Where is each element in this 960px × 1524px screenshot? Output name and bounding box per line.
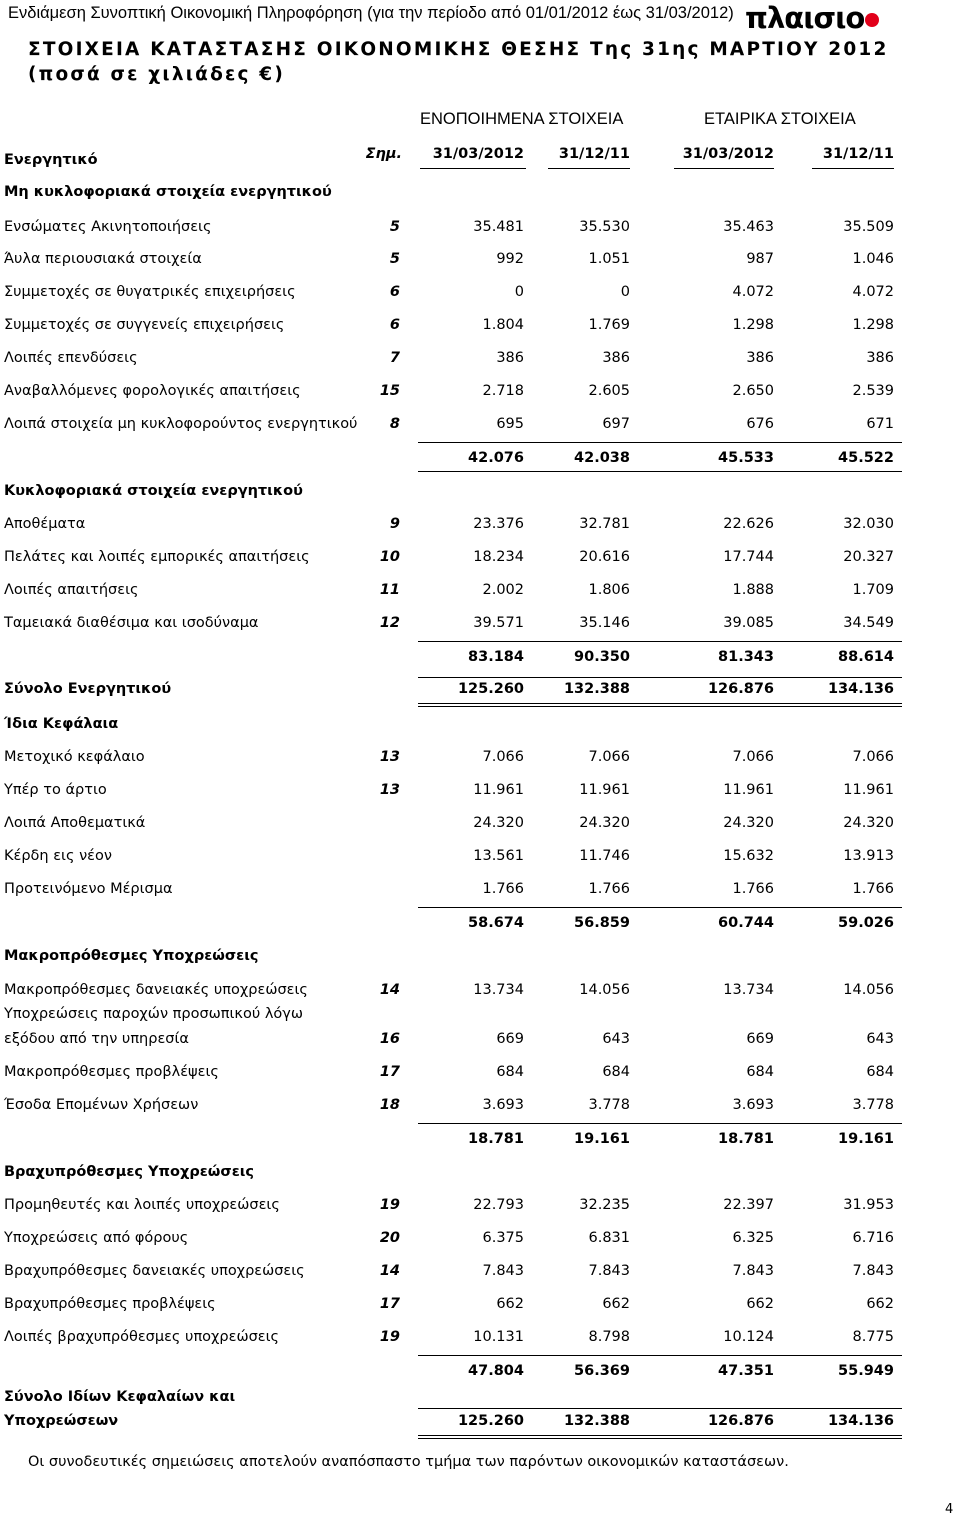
row-label: Προτεινόμενο Μέρισμα [4,881,173,897]
row-label: Συμμετοχές σε θυγατρικές επιχειρήσεις [4,284,296,300]
table-row [0,582,960,608]
note-column-header: Σημ. [365,146,402,162]
table-row [0,615,960,641]
cell: 1.766 [482,881,524,897]
row-label: Ταμειακά διαθέσιμα και ισοδύναμα [4,615,259,631]
table-row [0,881,960,907]
table-row [0,815,960,841]
cell: 386 [602,350,630,366]
cell: 697 [602,416,630,432]
cell: 56.369 [574,1363,630,1379]
cell: 7.066 [732,749,774,765]
cell: 669 [746,1031,774,1047]
row-label: Μακροπρόθεσμες προβλέψεις [4,1064,219,1080]
row-label: Λοιπά Αποθεματικά [4,815,146,831]
row-label: Πελάτες και λοιπές εμπορικές απαιτήσεις [4,549,310,565]
row-note: 6 [389,284,400,300]
row-label: Μακροπρόθεσμες δανειακές υποχρεώσεις [4,982,308,998]
cell: 8.775 [852,1329,894,1345]
cell: 1.298 [852,317,894,333]
cell: 386 [866,350,894,366]
row-note: 9 [389,516,400,532]
cell: 19.161 [838,1131,894,1147]
cell: 32.235 [579,1197,630,1213]
subtotal-line [418,471,902,472]
cell: 684 [496,1064,524,1080]
table-row [0,219,960,245]
cell: 32.030 [843,516,894,532]
cell: 13.734 [473,982,524,998]
cell: 23.376 [473,516,524,532]
table-row [0,749,960,775]
table-row-label-continued [0,1006,960,1032]
subtotal-line [418,1355,902,1356]
group-company-header: ΕΤΑΙΡΙΚΑ ΣΤΟΙΧΕΙΑ [704,110,856,128]
row-label: Ενσώματες Ακινητοποιήσεις [4,219,212,235]
row-label: Άυλα περιουσιακά στοιχεία [4,251,202,267]
section-equity: Ίδια Κεφάλαια [4,716,119,732]
cell: 662 [746,1296,774,1312]
row-label: Συμμετοχές σε συγγενείς επιχειρήσεις [4,317,285,333]
subtotal-line [418,907,902,908]
cell: 4.072 [852,284,894,300]
row-note: 12 [379,615,400,631]
cell: 987 [746,251,774,267]
logo-text: πλαισιο [745,1,865,35]
cell: 126.876 [707,681,774,697]
row-note: 20 [379,1230,400,1246]
underline [420,168,526,169]
table-row [0,516,960,542]
cell: 24.320 [723,815,774,831]
page-subtitle: (ποσά σε χιλιάδες €) [28,64,286,85]
table-row [0,416,960,442]
cell: 386 [496,350,524,366]
cell: 24.320 [473,815,524,831]
cell: 132.388 [563,681,630,697]
section-heading [0,184,960,210]
cell: 55.949 [838,1363,894,1379]
cell: 22.793 [473,1197,524,1213]
underline [548,168,630,169]
cell: 24.320 [579,815,630,831]
subtotal-row [0,1363,960,1389]
cell: 18.781 [468,1131,524,1147]
col-header-1: 31/03/2012 [432,146,524,162]
section-heading [0,1164,960,1190]
cell: 662 [602,1296,630,1312]
cell: 60.744 [718,915,774,931]
row-label: Υποχρεώσεων [4,1413,119,1429]
cell: 39.085 [723,615,774,631]
row-label: Βραχυπρόθεσμες προβλέψεις [4,1296,216,1312]
row-label: Υποχρεώσεις από φόρους [4,1230,189,1246]
row-note: 10 [379,549,400,565]
total-row-label-first [0,1389,960,1415]
cell: 643 [866,1031,894,1047]
row-label: Αναβαλλόμενες φορολογικές απαιτήσεις [4,383,301,399]
cell: 35.146 [579,615,630,631]
table-row [0,1329,960,1355]
subtotal-row [0,1131,960,1157]
cell: 45.522 [838,450,894,466]
row-label: Υπέρ το άρτιο [4,782,107,798]
cell: 669 [496,1031,524,1047]
row-label: Λοιπές βραχυπρόθεσμες υποχρεώσεις [4,1329,280,1345]
cell: 125.260 [457,1413,524,1429]
table-row [0,383,960,409]
cell: 19.161 [574,1131,630,1147]
cell: 47.804 [468,1363,524,1379]
table-row [0,1031,960,1057]
cell: 6.325 [732,1230,774,1246]
section-long-term: Μακροπρόθεσμες Υποχρεώσεις [4,948,259,964]
table-row [0,1230,960,1256]
row-label: Βραχυπρόθεσμες δανειακές υποχρεώσεις [4,1263,305,1279]
cell: 35.481 [473,219,524,235]
cell: 18.781 [718,1131,774,1147]
cell: 18.234 [473,549,524,565]
cell: 3.693 [732,1097,774,1113]
cell: 2.718 [482,383,524,399]
row-note: 17 [379,1064,400,1080]
cell: 695 [496,416,524,432]
cell: 0 [620,284,630,300]
table-row [0,549,960,575]
table-row [0,1296,960,1322]
cell: 7.843 [588,1263,630,1279]
cell: 1.769 [588,317,630,333]
row-label: Κέρδη εις νέον [4,848,112,864]
cell: 17.744 [723,549,774,565]
subtotal-line [418,1123,902,1124]
cell: 22.626 [723,516,774,532]
cell: 7.843 [482,1263,524,1279]
row-note: 11 [379,582,400,598]
cell: 7.843 [732,1263,774,1279]
row-note: 15 [379,383,400,399]
row-note: 7 [389,350,400,366]
total-line [418,706,902,707]
cell: 22.397 [723,1197,774,1213]
row-note: 13 [379,782,400,798]
total-line [418,677,902,678]
cell: 56.859 [574,915,630,931]
table-row [0,1097,960,1123]
section-short-term: Βραχυπρόθεσμες Υποχρεώσεις [4,1164,255,1180]
col-header-3: 31/03/2012 [682,146,774,162]
cell: 4.072 [732,284,774,300]
cell: 134.136 [827,1413,894,1429]
company-logo [745,2,879,34]
cell: 83.184 [468,649,524,665]
cell: 11.746 [579,848,630,864]
cell: 24.320 [843,815,894,831]
cell: 31.953 [843,1197,894,1213]
cell: 684 [746,1064,774,1080]
row-label: Προμηθευτές και λοιπές υποχρεώσεις [4,1197,280,1213]
cell: 671 [866,416,894,432]
cell: 3.693 [482,1097,524,1113]
cell: 6.716 [852,1230,894,1246]
cell: 2.002 [482,582,524,598]
cell: 662 [866,1296,894,1312]
cell: 32.781 [579,516,630,532]
cell: 1.298 [732,317,774,333]
row-label: Σύνολο Ενεργητικού [4,681,172,697]
row-note: 5 [389,219,400,235]
cell: 684 [602,1064,630,1080]
cell: 1.051 [588,251,630,267]
cell: 3.778 [588,1097,630,1113]
cell: 34.549 [843,615,894,631]
cell: 643 [602,1031,630,1047]
cell: 7.843 [852,1263,894,1279]
row-note: 14 [379,1263,400,1279]
group-consolidated-header: ΕΝΟΠΟΙΗΜΕΝΑ ΣΤΟΙΧΕΙΑ [420,110,624,128]
section-heading [0,948,960,974]
row-note: 17 [379,1296,400,1312]
cell: 126.876 [707,1413,774,1429]
row-label: Λοιπά στοιχεία μη κυκλοφορούντος ενεργητικού [4,416,358,432]
cell: 8.798 [588,1329,630,1345]
cell: 1.766 [852,881,894,897]
total-line [418,703,902,704]
cell: 10.131 [473,1329,524,1345]
cell: 662 [496,1296,524,1312]
cell: 90.350 [574,649,630,665]
cell: 2.539 [852,383,894,399]
subtotal-row [0,450,960,476]
cell: 1.806 [588,582,630,598]
cell: 6.831 [588,1230,630,1246]
cell: 20.616 [579,549,630,565]
cell: 132.388 [563,1413,630,1429]
cell: 6.375 [482,1230,524,1246]
cell: 1.888 [732,582,774,598]
cell: 35.463 [723,219,774,235]
footer-note: Οι συνοδευτικές σημειώσεις αποτελούν αναπόσπαστο τμήμα των παρόντων οικονομικών καταστάσεων. [28,1454,789,1470]
row-note: 19 [379,1329,400,1345]
row-note: 19 [379,1197,400,1213]
cell: 11.961 [843,782,894,798]
cell: 11.961 [473,782,524,798]
col-header-2: 31/12/11 [558,146,630,162]
cell: 14.056 [843,982,894,998]
subtotal-line [418,442,902,443]
cell: 35.530 [579,219,630,235]
row-note: 8 [389,416,400,432]
table-row [0,982,960,1008]
row-note: 5 [389,251,400,267]
cell: 14.056 [579,982,630,998]
section-non-current: Μη κυκλοφοριακά στοιχεία ενεργητικού [4,184,332,200]
row-note: 16 [379,1031,400,1047]
row-label: Μετοχικό κεφάλαιο [4,749,145,765]
cell: 11.961 [723,782,774,798]
cell: 134.136 [827,681,894,697]
subtotal-line [418,641,902,642]
cell: 0 [514,284,524,300]
cell: 676 [746,416,774,432]
row-label: Έσοδα Επομένων Χρήσεων [4,1097,199,1113]
underline [674,168,774,169]
cell: 39.571 [473,615,524,631]
table-row [0,1064,960,1090]
cell: 386 [746,350,774,366]
row-note: 6 [389,317,400,333]
page-number: 4 [945,1502,954,1517]
row-label: Λοιπές επενδύσεις [4,350,138,366]
section-heading [0,716,960,742]
cell: 47.351 [718,1363,774,1379]
cell: 81.343 [718,649,774,665]
table-row [0,782,960,808]
period-line: Ενδιάμεση Συνοπτική Οικονομική Πληροφόρηση (για την περίοδο από 01/01/2012 έως 31/03/2012) [8,4,734,22]
logo-dot [865,13,879,27]
col-header-4: 31/12/11 [822,146,894,162]
cell: 1.766 [732,881,774,897]
cell: 10.124 [723,1329,774,1345]
row-label: Υποχρεώσεις παροχών προσωπικού λόγω [4,1006,304,1022]
table-row [0,317,960,343]
cell: 13.913 [843,848,894,864]
cell: 11.961 [579,782,630,798]
subtotal-row [0,915,960,941]
row-label: Αποθέματα [4,516,86,532]
cell: 15.632 [723,848,774,864]
cell: 45.533 [718,450,774,466]
cell: 42.038 [574,450,630,466]
total-line [418,1408,902,1409]
row-note: 14 [379,982,400,998]
cell: 2.650 [732,383,774,399]
cell: 1.804 [482,317,524,333]
row-label: Λοιπές απαιτήσεις [4,582,139,598]
cell: 1.766 [588,881,630,897]
cell: 42.076 [468,450,524,466]
underline [812,168,894,169]
cell: 13.561 [473,848,524,864]
row-note: 13 [379,749,400,765]
cell: 88.614 [838,649,894,665]
cell: 2.605 [588,383,630,399]
cell: 59.026 [838,915,894,931]
cell: 35.509 [843,219,894,235]
cell: 7.066 [852,749,894,765]
table-row [0,848,960,874]
table-row [0,251,960,277]
section-heading [0,483,960,509]
subtotal-row [0,649,960,675]
section-assets: Ενεργητικό [4,152,98,168]
cell: 1.046 [852,251,894,267]
cell: 7.066 [482,749,524,765]
table-row [0,1263,960,1289]
cell: 684 [866,1064,894,1080]
total-line [418,1435,902,1436]
row-label: εξόδου από την υπηρεσία [4,1031,189,1047]
cell: 58.674 [468,915,524,931]
cell: 125.260 [457,681,524,697]
row-label: Σύνολο Ιδίων Κεφαλαίων και [4,1389,236,1405]
table-row [0,1197,960,1223]
cell: 20.327 [843,549,894,565]
table-row [0,350,960,376]
cell: 7.066 [588,749,630,765]
cell: 992 [496,251,524,267]
total-line [418,1438,902,1439]
cell: 3.778 [852,1097,894,1113]
row-note: 18 [379,1097,400,1113]
page-title: ΣΤΟΙΧΕΙΑ ΚΑΤΑΣΤΑΣΗΣ ΟΙΚΟΝΟΜΙΚΗΣ ΘΕΣΗΣ Της 31ης ΜΑΡΤΙΟΥ 2012 [28,39,889,60]
table-row [0,284,960,310]
cell: 1.709 [852,582,894,598]
section-current: Κυκλοφοριακά στοιχεία ενεργητικού [4,483,303,499]
cell: 13.734 [723,982,774,998]
